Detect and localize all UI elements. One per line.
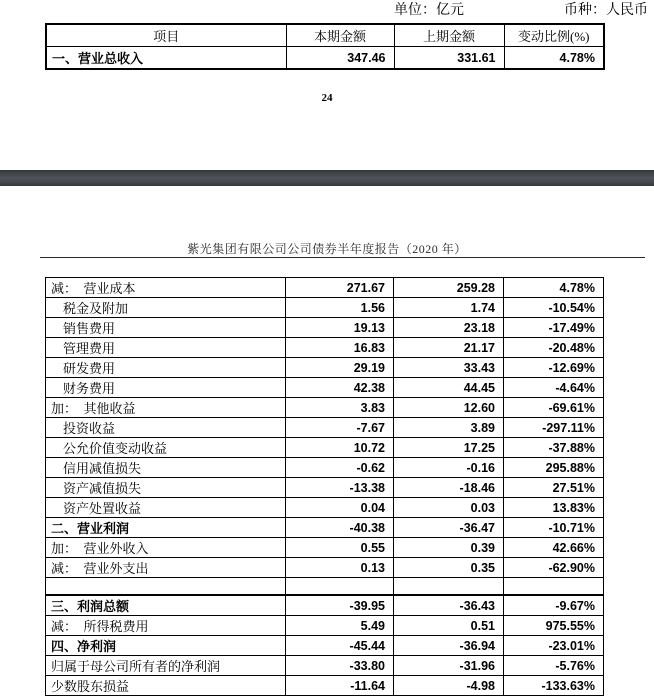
change-ratio-cell: 27.51% xyxy=(504,478,604,498)
row-label: 销售费用 xyxy=(46,318,286,338)
table-row xyxy=(46,616,604,636)
table-row xyxy=(46,636,604,656)
row-label: 信用减值损失 xyxy=(46,458,286,478)
change-ratio-cell: 42.66% xyxy=(504,538,604,558)
previous-amount-cell: 21.17 xyxy=(394,338,504,358)
row-label: 投资收益 xyxy=(46,418,286,438)
table-row xyxy=(46,595,604,616)
row-label: 归属于母公司所有者的净利润 xyxy=(46,656,286,676)
table-row xyxy=(46,458,604,478)
row-label: 一、营业总收入 xyxy=(46,47,286,70)
table-row xyxy=(46,418,604,438)
row-label: 资产处置收益 xyxy=(46,498,286,518)
table-row xyxy=(46,518,604,538)
current-amount-cell: 3.83 xyxy=(286,398,394,418)
row-label: 减： 所得税费用 xyxy=(46,616,286,636)
unit-label: 单位：亿元 xyxy=(394,3,464,18)
previous-amount-cell: -0.16 xyxy=(394,458,504,478)
previous-amount-cell: 0.39 xyxy=(394,538,504,558)
change-ratio-cell: 295.88% xyxy=(504,458,604,478)
change-ratio-cell: -12.69% xyxy=(504,358,604,378)
table-row xyxy=(46,498,604,518)
table-row xyxy=(46,47,604,70)
change-ratio-cell: -20.48% xyxy=(504,338,604,358)
table-row xyxy=(46,398,604,418)
current-amount-cell: 19.13 xyxy=(286,318,394,338)
table-header-row xyxy=(46,24,604,47)
change-ratio-cell: -62.90% xyxy=(504,558,604,578)
row-label: 少数股东损益 xyxy=(46,676,286,696)
row-label: 加： 其他收益 xyxy=(46,398,286,418)
previous-amount-cell: -4.98 xyxy=(394,676,504,696)
current-amount-cell: 10.72 xyxy=(286,438,394,458)
current-amount-cell: 1.56 xyxy=(286,298,394,318)
table-row xyxy=(46,538,604,558)
change-ratio-cell: -69.61% xyxy=(504,398,604,418)
row-label: 四、净利润 xyxy=(46,636,286,656)
change-ratio-cell: 13.83% xyxy=(504,498,604,518)
current-amount-cell: 42.38 xyxy=(286,378,394,398)
row-label: 资产减值损失 xyxy=(46,478,286,498)
current-amount-cell: 5.49 xyxy=(286,616,394,636)
current-amount-cell: -13.38 xyxy=(286,478,394,498)
table-row xyxy=(46,656,604,676)
change-ratio-cell: 4.78% xyxy=(504,47,604,70)
current-amount-cell: 0.04 xyxy=(286,498,394,518)
previous-amount-cell: 12.60 xyxy=(394,398,504,418)
table-row xyxy=(46,318,604,338)
change-ratio-cell: -17.49% xyxy=(504,318,604,338)
current-amount-cell: -11.64 xyxy=(286,676,394,696)
previous-amount-cell: 17.25 xyxy=(394,438,504,458)
previous-amount-cell: 33.43 xyxy=(394,358,504,378)
current-amount-cell: -45.44 xyxy=(286,636,394,656)
empty-row xyxy=(46,578,604,596)
unit-currency-line xyxy=(394,2,648,20)
change-ratio-cell: -9.67% xyxy=(504,595,604,616)
row-label: 管理费用 xyxy=(46,338,286,358)
current-amount-cell: 0.13 xyxy=(286,558,394,578)
table-row xyxy=(46,358,604,378)
table-row xyxy=(46,438,604,458)
change-ratio-cell: -10.54% xyxy=(504,298,604,318)
current-amount-cell: -0.62 xyxy=(286,458,394,478)
change-ratio-cell: -10.71% xyxy=(504,518,604,538)
current-amount-cell: 16.83 xyxy=(286,338,394,358)
header-rule xyxy=(40,257,645,258)
row-label: 二、营业利润 xyxy=(46,518,286,538)
previous-amount-cell: -36.43 xyxy=(394,595,504,616)
current-amount-cell: 347.46 xyxy=(286,47,394,70)
change-ratio-cell: 4.78% xyxy=(504,278,604,298)
previous-amount-cell: -36.94 xyxy=(394,636,504,656)
page-separator xyxy=(0,170,654,186)
current-amount-cell: 0.55 xyxy=(286,538,394,558)
table-row xyxy=(46,338,604,358)
row-label: 三、利润总额 xyxy=(46,595,286,616)
currency-label: 币种：人民币 xyxy=(564,3,648,18)
change-ratio-cell: -297.11% xyxy=(504,418,604,438)
change-ratio-cell: -133.63% xyxy=(504,676,604,696)
income-summary-table xyxy=(45,23,605,70)
previous-amount-cell: 0.35 xyxy=(394,558,504,578)
income-statement-table xyxy=(45,277,604,696)
previous-amount-cell: -31.96 xyxy=(394,656,504,676)
current-amount-cell xyxy=(286,578,394,596)
change-ratio-cell: -5.76% xyxy=(504,656,604,676)
previous-amount-cell: 44.45 xyxy=(394,378,504,398)
row-label: 研发费用 xyxy=(46,358,286,378)
current-amount-cell: -7.67 xyxy=(286,418,394,438)
current-amount-cell: -33.80 xyxy=(286,656,394,676)
row-label: 加： 营业外收入 xyxy=(46,538,286,558)
change-ratio-cell: -37.88% xyxy=(504,438,604,458)
row-label: 财务费用 xyxy=(46,378,286,398)
column-header-change: 变动比例(%) xyxy=(504,24,604,47)
change-ratio-cell: -23.01% xyxy=(504,636,604,656)
row-label: 税金及附加 xyxy=(46,298,286,318)
previous-amount-cell xyxy=(394,578,504,596)
page-number: 24 xyxy=(321,92,333,104)
row-label xyxy=(46,578,286,596)
current-amount-cell: 29.19 xyxy=(286,358,394,378)
row-label: 公允价值变动收益 xyxy=(46,438,286,458)
table-row xyxy=(46,278,604,298)
current-amount-cell: 271.67 xyxy=(286,278,394,298)
column-header-item: 项目 xyxy=(46,24,286,47)
current-amount-cell: -40.38 xyxy=(286,518,394,538)
previous-amount-cell: -18.46 xyxy=(394,478,504,498)
previous-amount-cell: 331.61 xyxy=(394,47,504,70)
previous-amount-cell: -36.47 xyxy=(394,518,504,538)
table-row xyxy=(46,558,604,578)
previous-amount-cell: 259.28 xyxy=(394,278,504,298)
previous-amount-cell: 0.51 xyxy=(394,616,504,636)
previous-amount-cell: 23.18 xyxy=(394,318,504,338)
current-amount-cell: -39.95 xyxy=(286,595,394,616)
change-ratio-cell: -4.64% xyxy=(504,378,604,398)
row-label: 减： 营业成本 xyxy=(46,278,286,298)
change-ratio-cell: 975.55% xyxy=(504,616,604,636)
table-row xyxy=(46,298,604,318)
previous-amount-cell: 1.74 xyxy=(394,298,504,318)
table-row xyxy=(46,478,604,498)
column-header-previous: 上期金额 xyxy=(394,24,504,47)
row-label: 减： 营业外支出 xyxy=(46,558,286,578)
report-header-title: 紫光集团有限公司公司债券半年度报告（2020 年） xyxy=(187,242,467,256)
change-ratio-cell xyxy=(504,578,604,596)
previous-amount-cell: 0.03 xyxy=(394,498,504,518)
table-row xyxy=(46,378,604,398)
column-header-current: 本期金额 xyxy=(286,24,394,47)
previous-amount-cell: 3.89 xyxy=(394,418,504,438)
